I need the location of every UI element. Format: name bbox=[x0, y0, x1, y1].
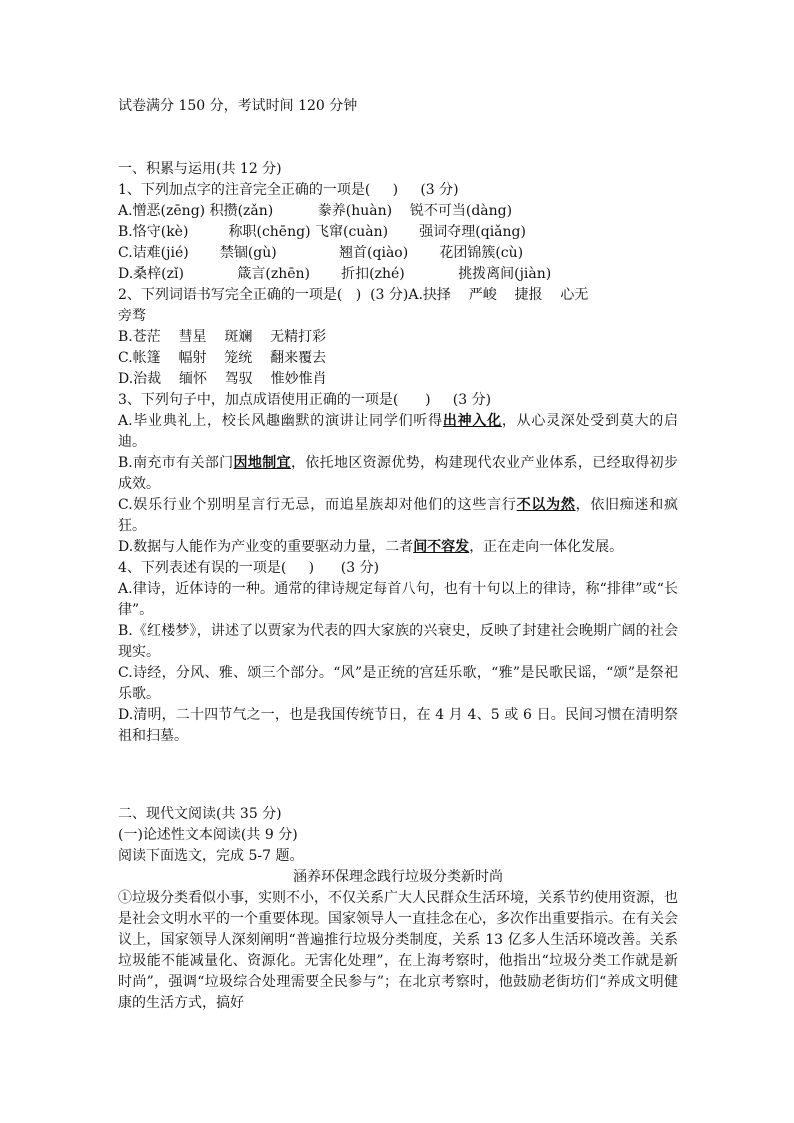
q3-option-d: D.数据与人能作为产业变的重要驱动力量，二者间不容发，正在走向一体化发展。 bbox=[118, 539, 624, 555]
section1-title: 一、积累与运用(共 12 分) bbox=[118, 161, 282, 177]
section2-title: 二、现代文阅读(共 35 分) bbox=[118, 806, 282, 822]
q3-option-b: B.南充市有关部门因地制宜，依托地区资源优势，构建现代农业产业体系，已经取得初步成效。 bbox=[118, 455, 679, 492]
q2-option-d: D.治裁 缅怀 驾驭 惟妙惟肖 bbox=[118, 371, 327, 387]
q1-option-c: C.诘难(jié) 禁锢(gù) 翘首(qiào) 花团锦簇(cù) bbox=[118, 245, 524, 261]
q2-stem-line1: 2、下列词语书写完全正确的一项是( ) (3 分)A.抉择 严峻 捷报 心无 bbox=[118, 287, 589, 303]
q4-option-a: A.律诗，近体诗的一种。通常的律诗规定每首八句，也有十句以上的律诗，称“排律”或“长律”。 bbox=[118, 581, 678, 618]
q3-option-c: C.娱乐行业个别明星言行无忌，而追星族却对他们的这些言行不以为然，依旧痴迷和疯狂。 bbox=[118, 497, 679, 534]
q4-option-b: B.《红楼梦》，讲述了以贾家为代表的四大家族的兴衰史，反映了封建社会晚期广阔的社会现实。 bbox=[118, 623, 678, 660]
q3-b-idiom: 因地制宜 bbox=[233, 455, 291, 471]
article-title: 涵养环保理念践行垃圾分类新时尚 bbox=[293, 869, 503, 885]
q1-option-d: D.桑梓(zǐ) 箴言(zhēn) 折扣(zhé) 挑拨离间(jiàn) bbox=[118, 266, 552, 282]
article-paragraph-1: ①垃圾分类看似小事，实则不小，不仅关系广大人民群众生活环境，关系节约使用资源，也是社会文明水平的一个重要体现。国家领导人一直挂念在心，多次作出重要指示。在有关会议上，国家领导人深刻阐明“普遍推行垃圾分类制度，关系 13 亿多人生活环境改善。关系垃圾能不能减量化、资源化。无害化处理”，在上海考察时，他指出“垃圾分类工作就是新时尚”，强调“垃圾综合处理需要全民参与”；在北京考察时，他鼓励老街坊们“养成文明健康的生活方式，搞好 bbox=[118, 890, 678, 1011]
reading-instruction: 阅读下面选文，完成 5-7 题。 bbox=[118, 848, 304, 864]
q2-option-b: B.苍茫 彗星 斑斓 无精打彩 bbox=[118, 329, 327, 345]
exam-info: 试卷满分 150 分，考试时间 120 分钟 bbox=[118, 98, 358, 114]
q4-stem: 4、下列表述有误的一项是( ) (3 分) bbox=[118, 560, 380, 576]
q3-a-idiom: 出神入化 bbox=[442, 413, 502, 429]
q2-option-c: C.帐篷 幅射 笼统 翻来覆去 bbox=[118, 350, 327, 366]
q2-stem-line2: 旁骛 bbox=[118, 308, 146, 324]
q1-option-a: A.憎恶(zēng) 积攒(zǎn) 豢养(huàn) 锐不可当(dàng) bbox=[118, 203, 513, 219]
q4-option-d: D.清明，二十四节气之一，也是我国传统节日，在 4 月 4、5 或 6 日。民间习惯在清明祭祖和扫墓。 bbox=[118, 707, 678, 744]
q3-d-idiom: 间不容发 bbox=[413, 539, 470, 555]
q4-option-c: C.诗经，分风、雅、颂三个部分。“风”是正统的宫廷乐歌，“雅”是民歌民谣，“颂”是祭祀乐歌。 bbox=[118, 665, 678, 702]
q3-c-idiom: 不以为然 bbox=[516, 497, 576, 513]
q3-option-a: A.毕业典礼上，校长风趣幽默的演讲让同学们听得出神入化，从心灵深处受到莫大的启迪。 bbox=[118, 413, 679, 450]
q1-stem: 1、下列加点字的注音完全正确的一项是( ) (3 分) bbox=[118, 182, 459, 198]
section2-subtitle: (一)论述性文本阅读(共 9 分) bbox=[118, 827, 298, 843]
q1-option-b: B.恪守(kè) 称职(chēng) 飞窜(cuàn) 强词夺理(qiǎng) bbox=[118, 224, 526, 240]
q3-stem: 3、下列句子中，加点成语使用正确的一项是( ) (3 分) bbox=[118, 392, 492, 408]
